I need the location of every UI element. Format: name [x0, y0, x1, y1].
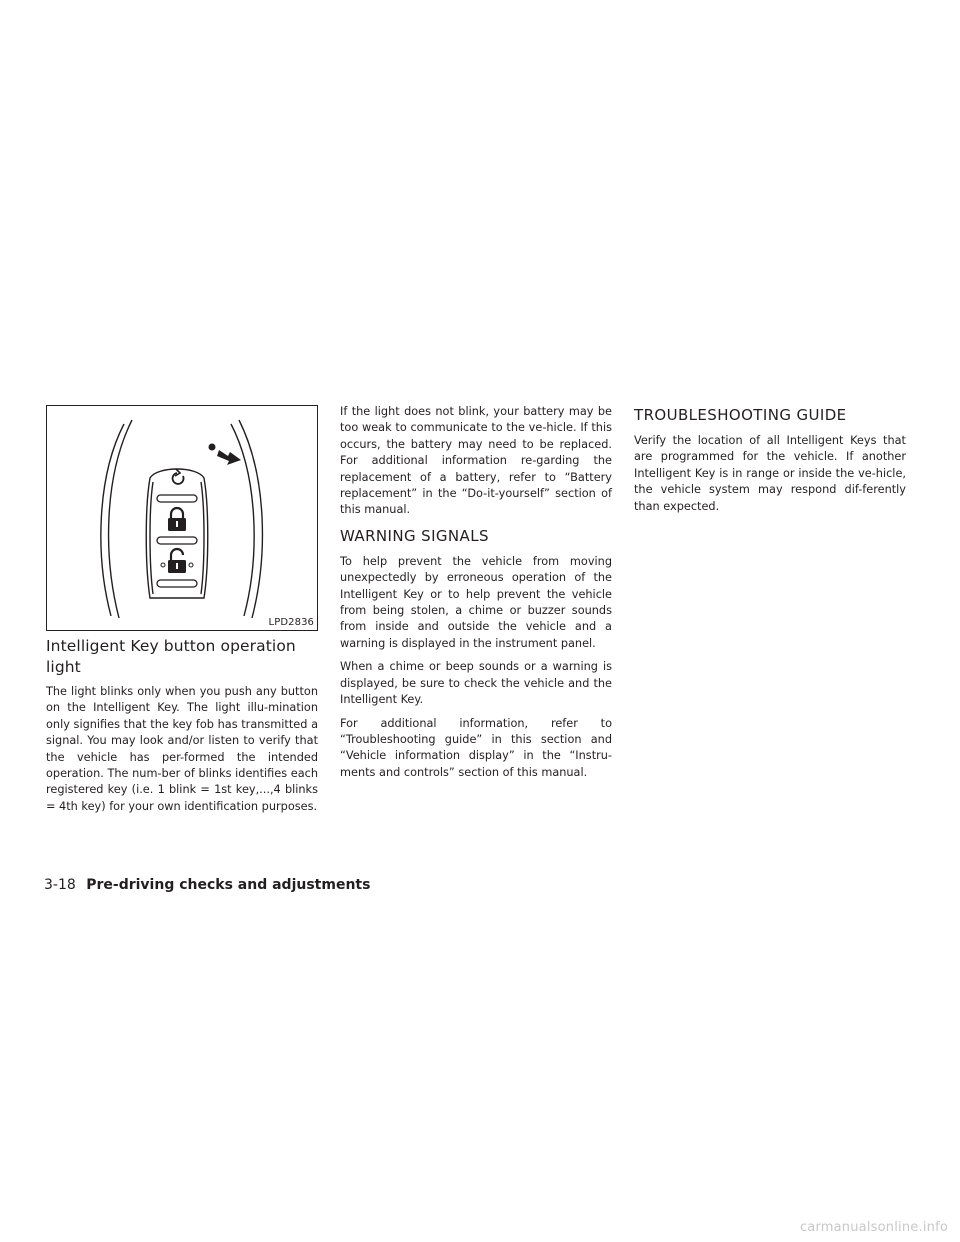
section-heading-troubleshooting: TROUBLESHOOTING GUIDE — [634, 406, 847, 424]
footer-section-title: Pre-driving checks and adjustments — [86, 877, 371, 893]
remote-start-icon — [173, 469, 184, 484]
section-heading-warning-signals: WARNING SIGNALS — [340, 526, 489, 545]
column-right — [634, 405, 906, 522]
column-left — [46, 405, 318, 822]
paragraph-warning-3: For additional information, refer to “Troubleshooting guide” in this section and “Vehicle information display” in the “Instru-ments and controls” section of this manual. — [340, 716, 612, 779]
paragraph-battery: If the light does not blink, your battery may be too weak to communicate to the ve-hicle. If this occurs, the battery may need to be replaced. For additional information re-garding the replacement of a battery, refer to “Battery replacement” in the “Do-it-yourself” section of this manual. — [340, 405, 612, 517]
lock-icon — [168, 508, 186, 531]
watermark-text: carmanualsonline.info — [799, 1220, 948, 1235]
intelligent-key-illustration — [47, 406, 317, 630]
paragraph-warning-2: When a chime or beep sounds or a warning is displayed, be sure to check the vehicle and the Intelligent Key. — [340, 660, 612, 707]
figure-label: LPD2836 — [268, 617, 314, 628]
intelligent-key-figure — [46, 405, 318, 631]
paragraph-button-light: The light blinks only when you push any button on the Intelligent Key. The light illu-mination only signifies that the key fob has transmitted a signal. You may look and/or listen to verify that the vehicle has per-formed the intended operation. The num-ber of blinks identifies each registered key (i.e. 1 blink = 1st key,...,4 blinks = 4th key) for your own identification purposes. — [46, 685, 318, 813]
page-footer — [44, 876, 370, 894]
page-number: 3-18 — [44, 877, 76, 893]
paragraph-warning-1: To help prevent the vehicle from moving unexpectedly by erroneous operation of the Intelligent Key or to help prevent the vehicle from being stolen, a chime or buzzer sounds from inside and outside the vehicle and a warning is displayed in the instrument panel. — [340, 554, 612, 650]
paragraph-troubleshooting: Verify the location of all Intelligent Keys that are programmed for the vehicle. If another Intelligent Key is in range or inside the ve-hicle, the vehicle system may respond dif-ferently than expected. — [634, 434, 906, 513]
unlock-icon — [161, 549, 193, 573]
column-middle — [340, 404, 612, 788]
section-heading-button-light: Intelligent Key button operation light — [46, 637, 296, 676]
indicator-light-arrow-icon — [209, 444, 242, 466]
